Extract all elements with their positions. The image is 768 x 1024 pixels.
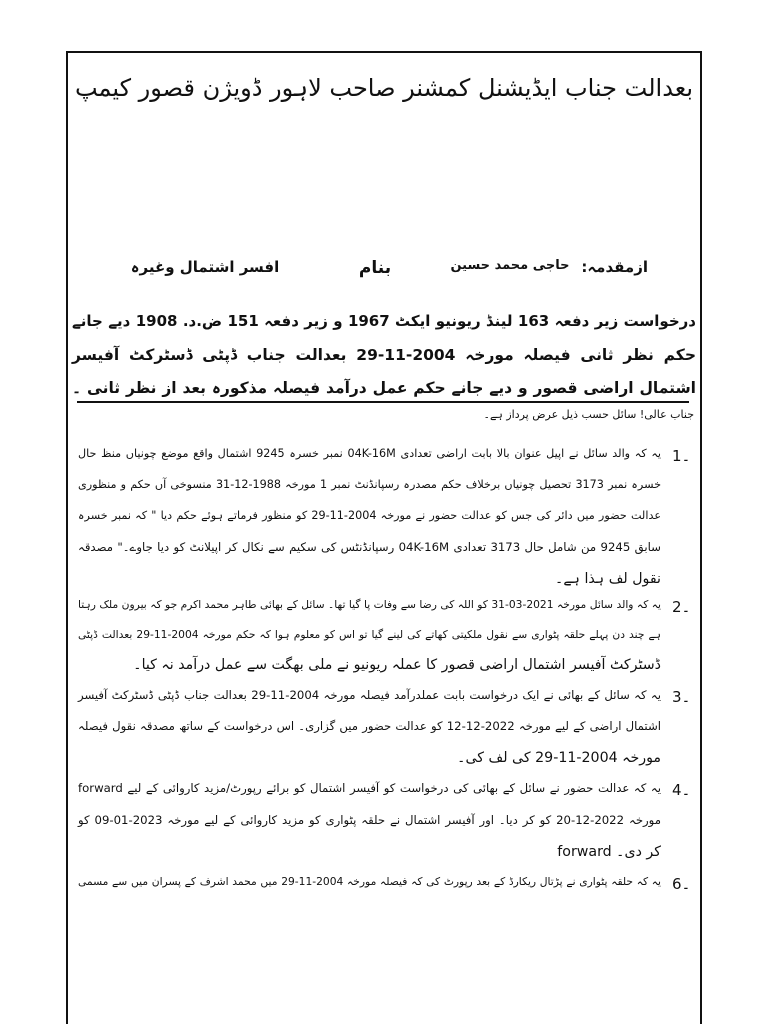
subject-underline (77, 401, 689, 403)
paragraph-number: 4۔ (672, 781, 691, 799)
respondent-name: افسر اشتمال وغیرہ (130, 258, 280, 276)
paragraph-line: مورخہ 2004-11-29 کی لف کی۔ (457, 750, 661, 766)
paragraph-line: مورخہ 2022-12-20 کو کر دیا۔ اور آفیسر اشتمال نے حلقہ پٹواری کو مزید کاروائی کے لیے مورخہ 2023-01-09 کو (78, 813, 661, 827)
paragraph-line: عدالت حضور میں دائر کی جس کو عدالت حضور نے مورخہ 2004-11-29 کو منظور فرماتے ہوئے حکم دیا " کہ نمبر خسرہ (78, 509, 661, 522)
paragraph-line: یہ کہ سائل کے بھائی نے ایک درخواست بابت عملدرآمد فیصلہ مورخہ 2004-11-29 بعدالت جناب ڈپٹی ڈسٹرکٹ آفیسر (78, 688, 661, 702)
subject-line: حکم نظر ثانی فیصلہ مورخہ 2004-11-29 بعدالت جناب ڈپٹی ڈسٹرکٹ آفیسر (72, 346, 696, 364)
case-from-label: ازمقدمہ: (581, 258, 648, 276)
paragraph-line: یہ کہ عدالت حضور نے سائل کے بھائی کی درخواست کو آفیسر اشتمال کو برائے رپورٹ/مزید کاروائی کے لیے forward (78, 781, 661, 795)
versus-label: بنام (358, 258, 392, 278)
paragraph-line: ہے چند دن پہلے حلقہ پٹواری سے نقول ملکیتی کھاتے کی لینے گیا تو اس کو معلوم ہوا کہ حکم مورخہ 2004-11-29 بعدالت ڈپٹی (78, 628, 661, 641)
petitioner-name: حاجی محمد حسین (450, 258, 570, 273)
paragraph-line: خسرہ نمبر 3173 تحصیل چونیاں برخلاف حکم مصدرہ رسپانڈنٹ نمبر 1 مورخہ 1988-12-31 منسوخی آں حکم و منظوری (78, 478, 661, 491)
paragraph-line: سابق 9245 من شامل حال 3173 تعدادی 04K-16M رسپانڈنٹس کی سکیم سے نکال کر اپیلانٹ کو دیا جاوے۔" مصدقہ (78, 540, 661, 554)
paragraph-line: یہ کہ والد سائل مورخہ 2021-03-31 کو اللہ کی رضا سے وفات پا گیا تھا۔ سائل کے بھائی طاہر محمد اکرم جو کہ بیرون ملک رہتا (78, 598, 661, 611)
paragraph-line: اشتمال اراضی کے لیے مورخہ 2022-12-12 کو عدالت حضور میں گزاری۔ اس درخواست کے ساتھ مصدقہ نقول فیصلہ (78, 719, 661, 733)
paragraph-line: یہ کہ حلقہ پٹواری نے پڑتال ریکارڈ کے بعد رپورٹ کی کہ فیصلہ مورخہ 2004-11-29 میں محمد اشرف کے پسران میں سے مسمی (78, 875, 661, 888)
salutation: جناب عالی! سائل حسب ذیل عرض پرداز ہے۔ (483, 408, 694, 421)
paragraph-number: 6۔ (672, 875, 691, 893)
subject-line: درخواست زیر دفعہ 163 لینڈ ریونیو ایکٹ 1967 و زیر دفعہ 151 ض.د. 1908 دیے جانے (72, 312, 696, 330)
subject-line: اشتمال اراضی قصور و دیے جانے حکم عمل درآمد فیصلہ مذکورہ بعد از نظر ثانی ۔ (72, 379, 696, 397)
paragraph-line: نقول لف ہذا ہے۔ (555, 571, 661, 587)
paragraph-line: ڈسٹرکٹ آفیسر اشتمال اراضی قصور کا عملہ ریونیو نے ملی بھگت سے عمل درآمد نہ کیا۔ (133, 657, 661, 673)
paragraph-line: forward کر دی۔ (557, 844, 661, 860)
paragraph-number: 1۔ (672, 447, 691, 465)
paragraph-number: 3۔ (672, 688, 691, 706)
paragraph-line: یہ کہ والد سائل نے اپیل عنوان بالا بابت اراضی تعدادی 04K-16M نمبر خسرہ 9245 اشتمال واقع موضع چونیاں منظ حال (78, 447, 661, 460)
court-title: بعدالت جناب ایڈیشنل کمشنر صاحب لاہور ڈویژن قصور کیمپ (74, 74, 694, 102)
paragraph-number: 2۔ (672, 598, 691, 616)
